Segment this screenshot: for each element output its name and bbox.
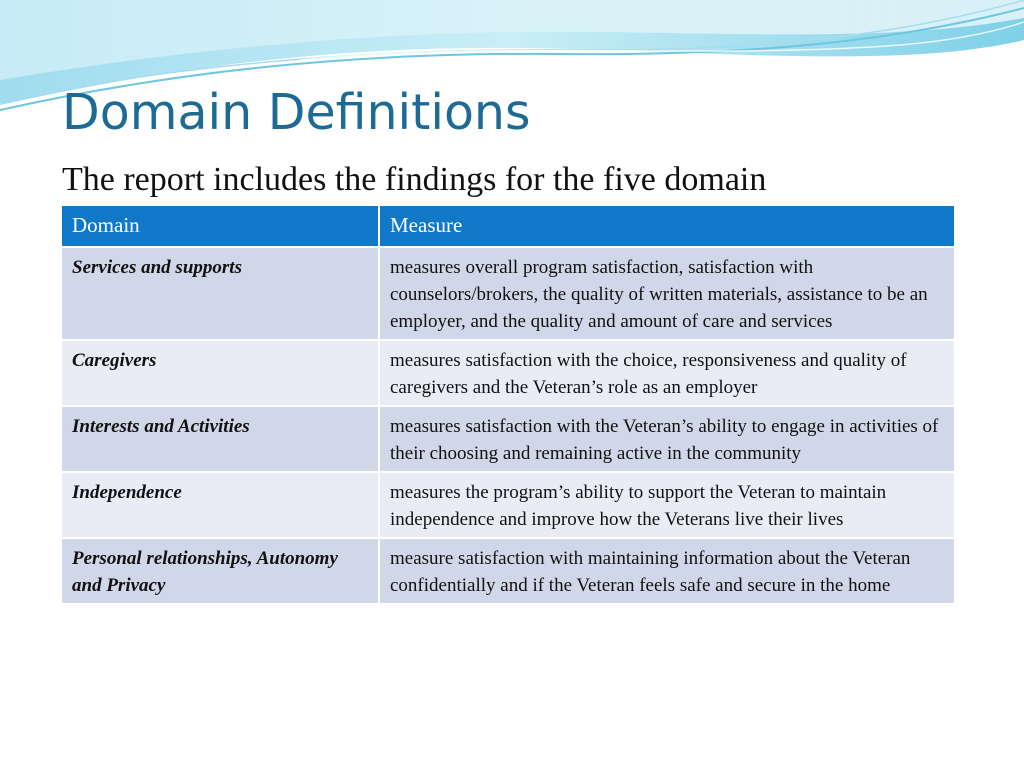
slide-title: Domain Definitions — [62, 84, 531, 141]
domain-cell: Caregivers — [61, 340, 379, 406]
domain-cell: Personal relationships, Autonomy and Privacy — [61, 538, 379, 604]
measure-cell: measures satisfaction with the choice, responsiveness and quality of caregivers and the Veteran’s role as an employer — [379, 340, 955, 406]
table-row — [61, 247, 955, 340]
measure-cell: measure satisfaction with maintaining information about the Veteran confidentially and if the Veteran feels safe and secure in the home — [379, 538, 955, 604]
slide-subtitle: The report includes the findings for the five domain — [62, 161, 767, 198]
column-header-domain: Domain — [61, 205, 379, 247]
measure-cell: measures satisfaction with the Veteran’s ability to engage in activities of their choosing and remaining active in the community — [379, 406, 955, 472]
measure-cell: measures overall program satisfaction, satisfaction with counselors/brokers, the quality of written materials, assistance to be an employer, and the quality and amount of care and services — [379, 247, 955, 340]
measure-cell: measures the program’s ability to support the Veteran to maintain independence and improve how the Veterans live their lives — [379, 472, 955, 538]
domain-cell: Independence — [61, 472, 379, 538]
table-row — [61, 340, 955, 406]
table-header-row — [61, 205, 955, 247]
column-header-measure: Measure — [379, 205, 955, 247]
domain-cell: Services and supports — [61, 247, 379, 340]
table-row — [61, 538, 955, 604]
domain-cell: Interests and Activities — [61, 406, 379, 472]
table-row — [61, 406, 955, 472]
table-row — [61, 472, 955, 538]
domain-definitions-table — [60, 204, 956, 605]
